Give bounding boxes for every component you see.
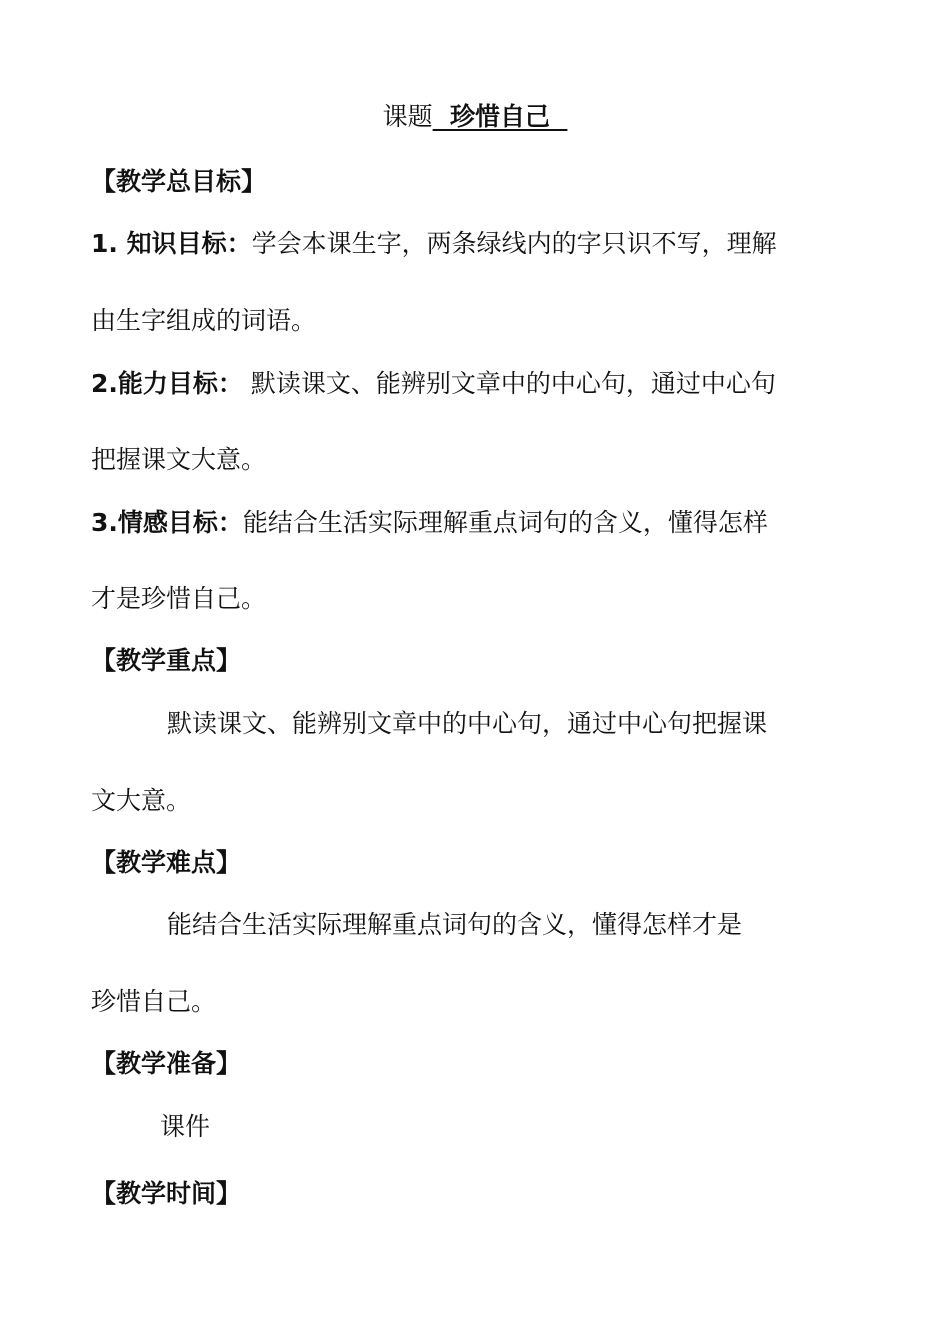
key-points-line-1: 默读课文、能辨别文章中的中心句，通过中心句把握课 [167, 709, 768, 738]
time-heading: 【教学时间】 [91, 1179, 242, 1208]
goal-3-line-1 [91, 507, 768, 539]
goal-2-line-2: 把握课文大意。 [91, 445, 267, 474]
goal-2-label: 2.能力目标： [91, 369, 243, 398]
goal-3-text: 能结合生活实际理解重点词句的含义，懂得怎样 [242, 508, 768, 537]
goal-2-line-1 [91, 368, 776, 400]
difficulties-heading: 【教学难点】 [91, 848, 242, 877]
goal-3-label: 3.情感目标： [91, 508, 243, 537]
lesson-title [0, 101, 950, 133]
difficulties-line-2: 珍惜自己。 [91, 987, 217, 1016]
key-points-line-2: 文大意。 [91, 786, 192, 815]
goal-2-text: 默读课文、能辨别文章中的中心句，通过中心句 [242, 369, 776, 398]
goal-1-label: 1. 知识目标： [91, 229, 252, 258]
difficulties-line-1: 能结合生活实际理解重点词句的含义，懂得怎样才是 [167, 910, 743, 939]
lesson-title-name: 珍惜自己 [432, 102, 568, 131]
goals-heading: 【教学总目标】 [91, 167, 267, 196]
goal-1-text: 学会本课生字，两条绿线内的字只识不写，理解 [251, 229, 777, 258]
goal-3-line-2: 才是珍惜自己。 [91, 584, 267, 613]
goal-1-line-2: 由生字组成的词语。 [91, 306, 317, 335]
preparation-content: 课件 [160, 1112, 211, 1141]
goal-1-line-1 [91, 228, 777, 260]
preparation-heading: 【教学准备】 [91, 1049, 242, 1078]
lesson-title-prefix: 课题 [382, 102, 433, 131]
key-points-heading: 【教学重点】 [91, 646, 242, 675]
